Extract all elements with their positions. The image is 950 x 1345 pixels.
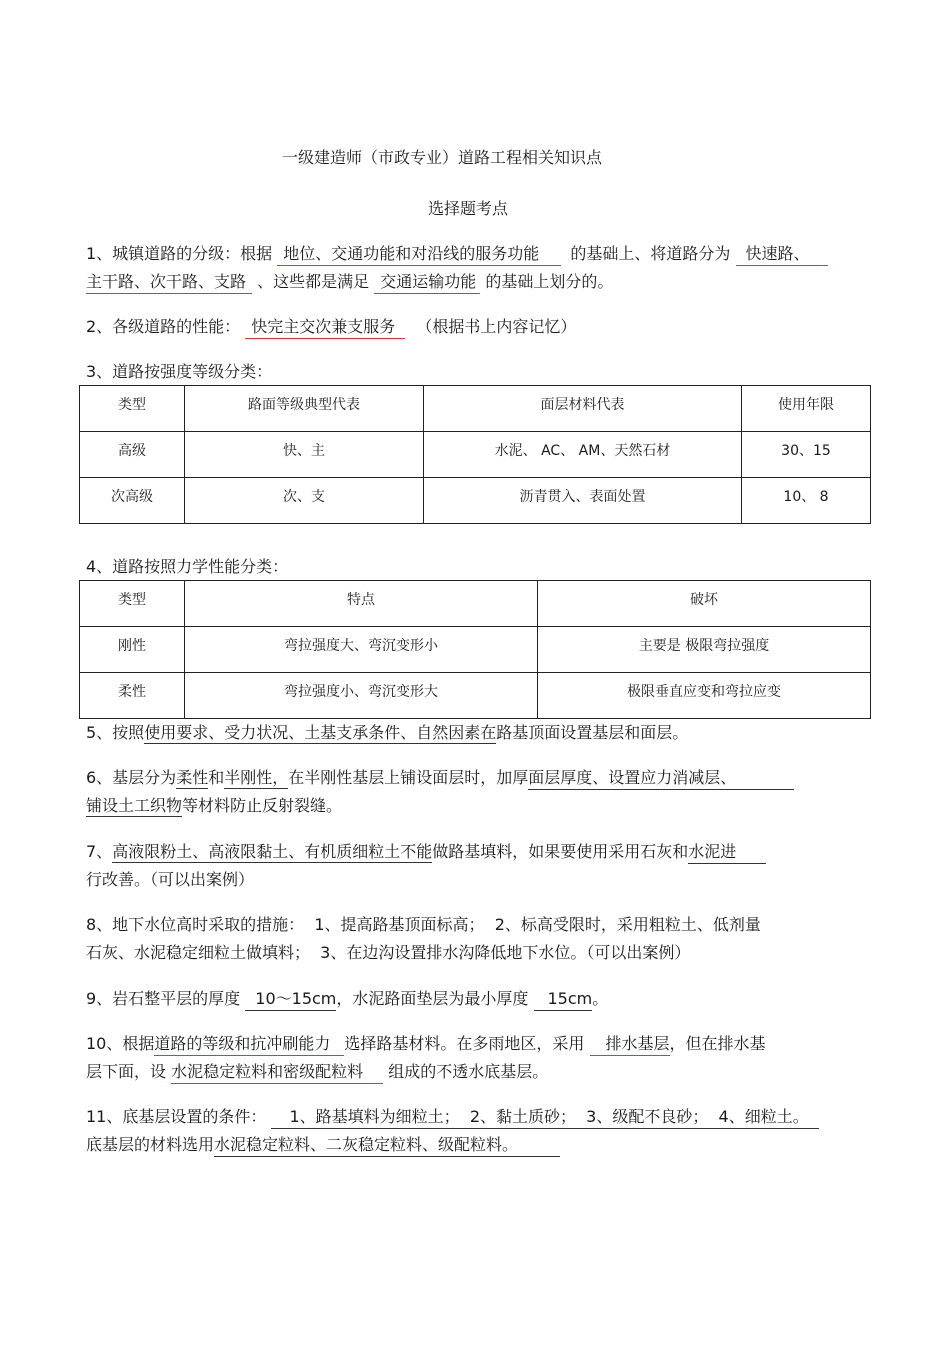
p10-text: 选择路基材料。在多雨地区，采用 [344,1034,585,1053]
paragraph-8-line-1: 8、地下水位高时采取的措施： 1、提高路基顶面标高； 2、标高受限时，采用粗粒土、低剂量 [86,915,761,934]
table-header-cell: 特点 [185,581,538,627]
paragraph-10-line-1 [86,1034,766,1056]
strength-grade-table [79,385,871,524]
p10-underline-drainage-base: 排水基层 [590,1034,670,1056]
table-header-cell: 路面等级典型代表 [185,386,424,432]
p7-text: 7、 [86,842,113,861]
p11-text: 底基层的材料选用 [86,1135,215,1154]
p6-underline-measures: 面层厚度、设置应力消减层、 [528,768,794,790]
p9-underline-min-thickness: 15cm [534,989,593,1011]
p2-note: （根据书上内容记忆） [416,317,577,336]
paragraph-7-line-2: 行改善。（可以出案例） [86,870,255,889]
table-row [80,478,871,524]
table-cell: 弯拉强度大、弯沉变形小 [185,627,538,673]
p1-underline-expressway: 快速路、 [736,244,828,266]
table-header-cell: 破坏 [538,581,871,627]
paragraph-11-line-2 [86,1135,560,1157]
table-cell: 主要是 极限弯拉强度 [538,627,871,673]
table-cell: 10、 8 [742,478,871,524]
p9-text: ，水泥路面垫层为最小厚度 [336,989,529,1008]
table-cell: 高级 [80,432,185,478]
table-cell: 水泥、 AC、 AM、天然石材 [424,432,742,478]
p6-text: 6、基层分为 [86,768,177,787]
p1-text: 的基础上划分的。 [485,272,614,291]
p9-underline-thickness: 10～15cm [245,989,336,1011]
paragraph-1-line-2 [86,272,613,294]
table-cell: 次高级 [80,478,185,524]
p6-text: 等材料防止反射裂缝。 [182,796,343,815]
table-row [80,432,871,478]
p7-underline-soils: 高液限粉土、高液限黏土、有机质细粒土不能 [112,842,433,861]
paragraph-3: 3、道路按强度等级分类： [86,362,273,381]
p6-text: 和 [208,768,225,787]
p5-text: 路基顶面设置基层和面层。 [496,723,689,742]
table-header-cell: 面层材料代表 [424,386,742,432]
p1-underline-transport-function: 交通运输功能 [374,272,480,294]
table-cell: 弯拉强度小、弯沉变形大 [185,673,538,719]
paragraph-10-line-2 [86,1062,548,1084]
table-cell: 次、支 [185,478,424,524]
table-cell: 柔性 [80,673,185,719]
table-header-row [80,386,871,432]
p6-underline-semirigid: 半刚性， [224,768,289,787]
p11-underline-conditions: 1、路基填料为细粒土； 2、黏土质砂； 3、级配不良砂； 4、细粒土。 [271,1107,818,1129]
paragraph-6-line-1 [86,768,794,790]
document-title: 一级建造师（市政专业）道路工程相关知识点 [282,148,603,167]
p2-underline-performance: 快完主交次兼支服务 [245,317,405,339]
p10-text: 10、根据 [86,1034,155,1053]
p1-underline-road-classes: 主干路、次干路、支路 [86,272,252,294]
table-row [80,673,871,719]
document-subtitle: 选择题考点 [428,199,509,218]
table-cell: 快、主 [185,432,424,478]
p10-underline-subbase-material: 水泥稳定粒料和密级配粒料 [171,1062,383,1084]
paragraph-1-line-1 [86,244,828,266]
paragraph-7-line-1 [86,842,766,864]
table-header-cell: 类型 [80,386,185,432]
table-cell: 刚性 [80,627,185,673]
paragraph-5 [86,723,688,743]
p5-text: 5、按照 [86,723,145,742]
paragraph-9 [86,989,608,1011]
p9-text: 9、岩石整平层的厚度 [86,989,241,1008]
paragraph-2 [86,317,576,339]
p7-underline-cement: 水泥进 [688,842,766,864]
table-header-cell: 使用年限 [742,386,871,432]
p11-underline-materials: 水泥稳定粒料、二灰稳定粒料、级配粒料。 [214,1135,560,1157]
table-row [80,627,871,673]
p6-text: 在半刚性基层上铺设面层时，加厚 [288,768,529,787]
p10-text: ，但在排水基 [669,1034,766,1053]
p1-text: 、这些都是满足 [257,272,370,291]
p10-text: 层下面，设 [86,1062,167,1081]
p9-text: 。 [592,989,609,1008]
p2-text: 2、各级道路的性能： [86,317,241,336]
table-cell: 沥青贯入、表面处置 [424,478,742,524]
p6-underline-flexible: 柔性 [176,768,209,787]
table-cell: 30、15 [742,432,871,478]
paragraph-4: 4、道路按照力学性能分类： [86,557,289,576]
table-header-row [80,581,871,627]
table-cell: 极限垂直应变和弯拉应变 [538,673,871,719]
paragraph-8-line-2: 石灰、水泥稳定细粒土做填料； 3、在边沟设置排水沟降低地下水位。（可以出案例） [86,943,691,962]
p1-text: 的基础上、将道路分为 [570,244,731,263]
p7-text: 做路基填料，如果要使用采用石灰和 [432,842,689,861]
paragraph-6-line-2 [86,796,342,816]
p10-text: 组成的不透水底基层。 [388,1062,549,1081]
p6-underline-geotextile: 铺设土工织物 [86,796,183,815]
p11-text: 11、底基层设置的条件： [86,1107,267,1126]
p5-underline-conditions: 使用要求、受力状况、土基支承条件、自然因素在 [144,723,497,742]
p10-underline-road-grade: 道路的等级和抗冲刷能力 [154,1034,344,1056]
p1-text: 1、城镇道路的分级：根据 [86,244,273,263]
mechanical-property-table [79,580,871,719]
table-header-cell: 类型 [80,581,185,627]
paragraph-11-line-1 [86,1107,819,1129]
p1-underline-basis: 地位、交通功能和对沿线的服务功能 [277,244,561,266]
